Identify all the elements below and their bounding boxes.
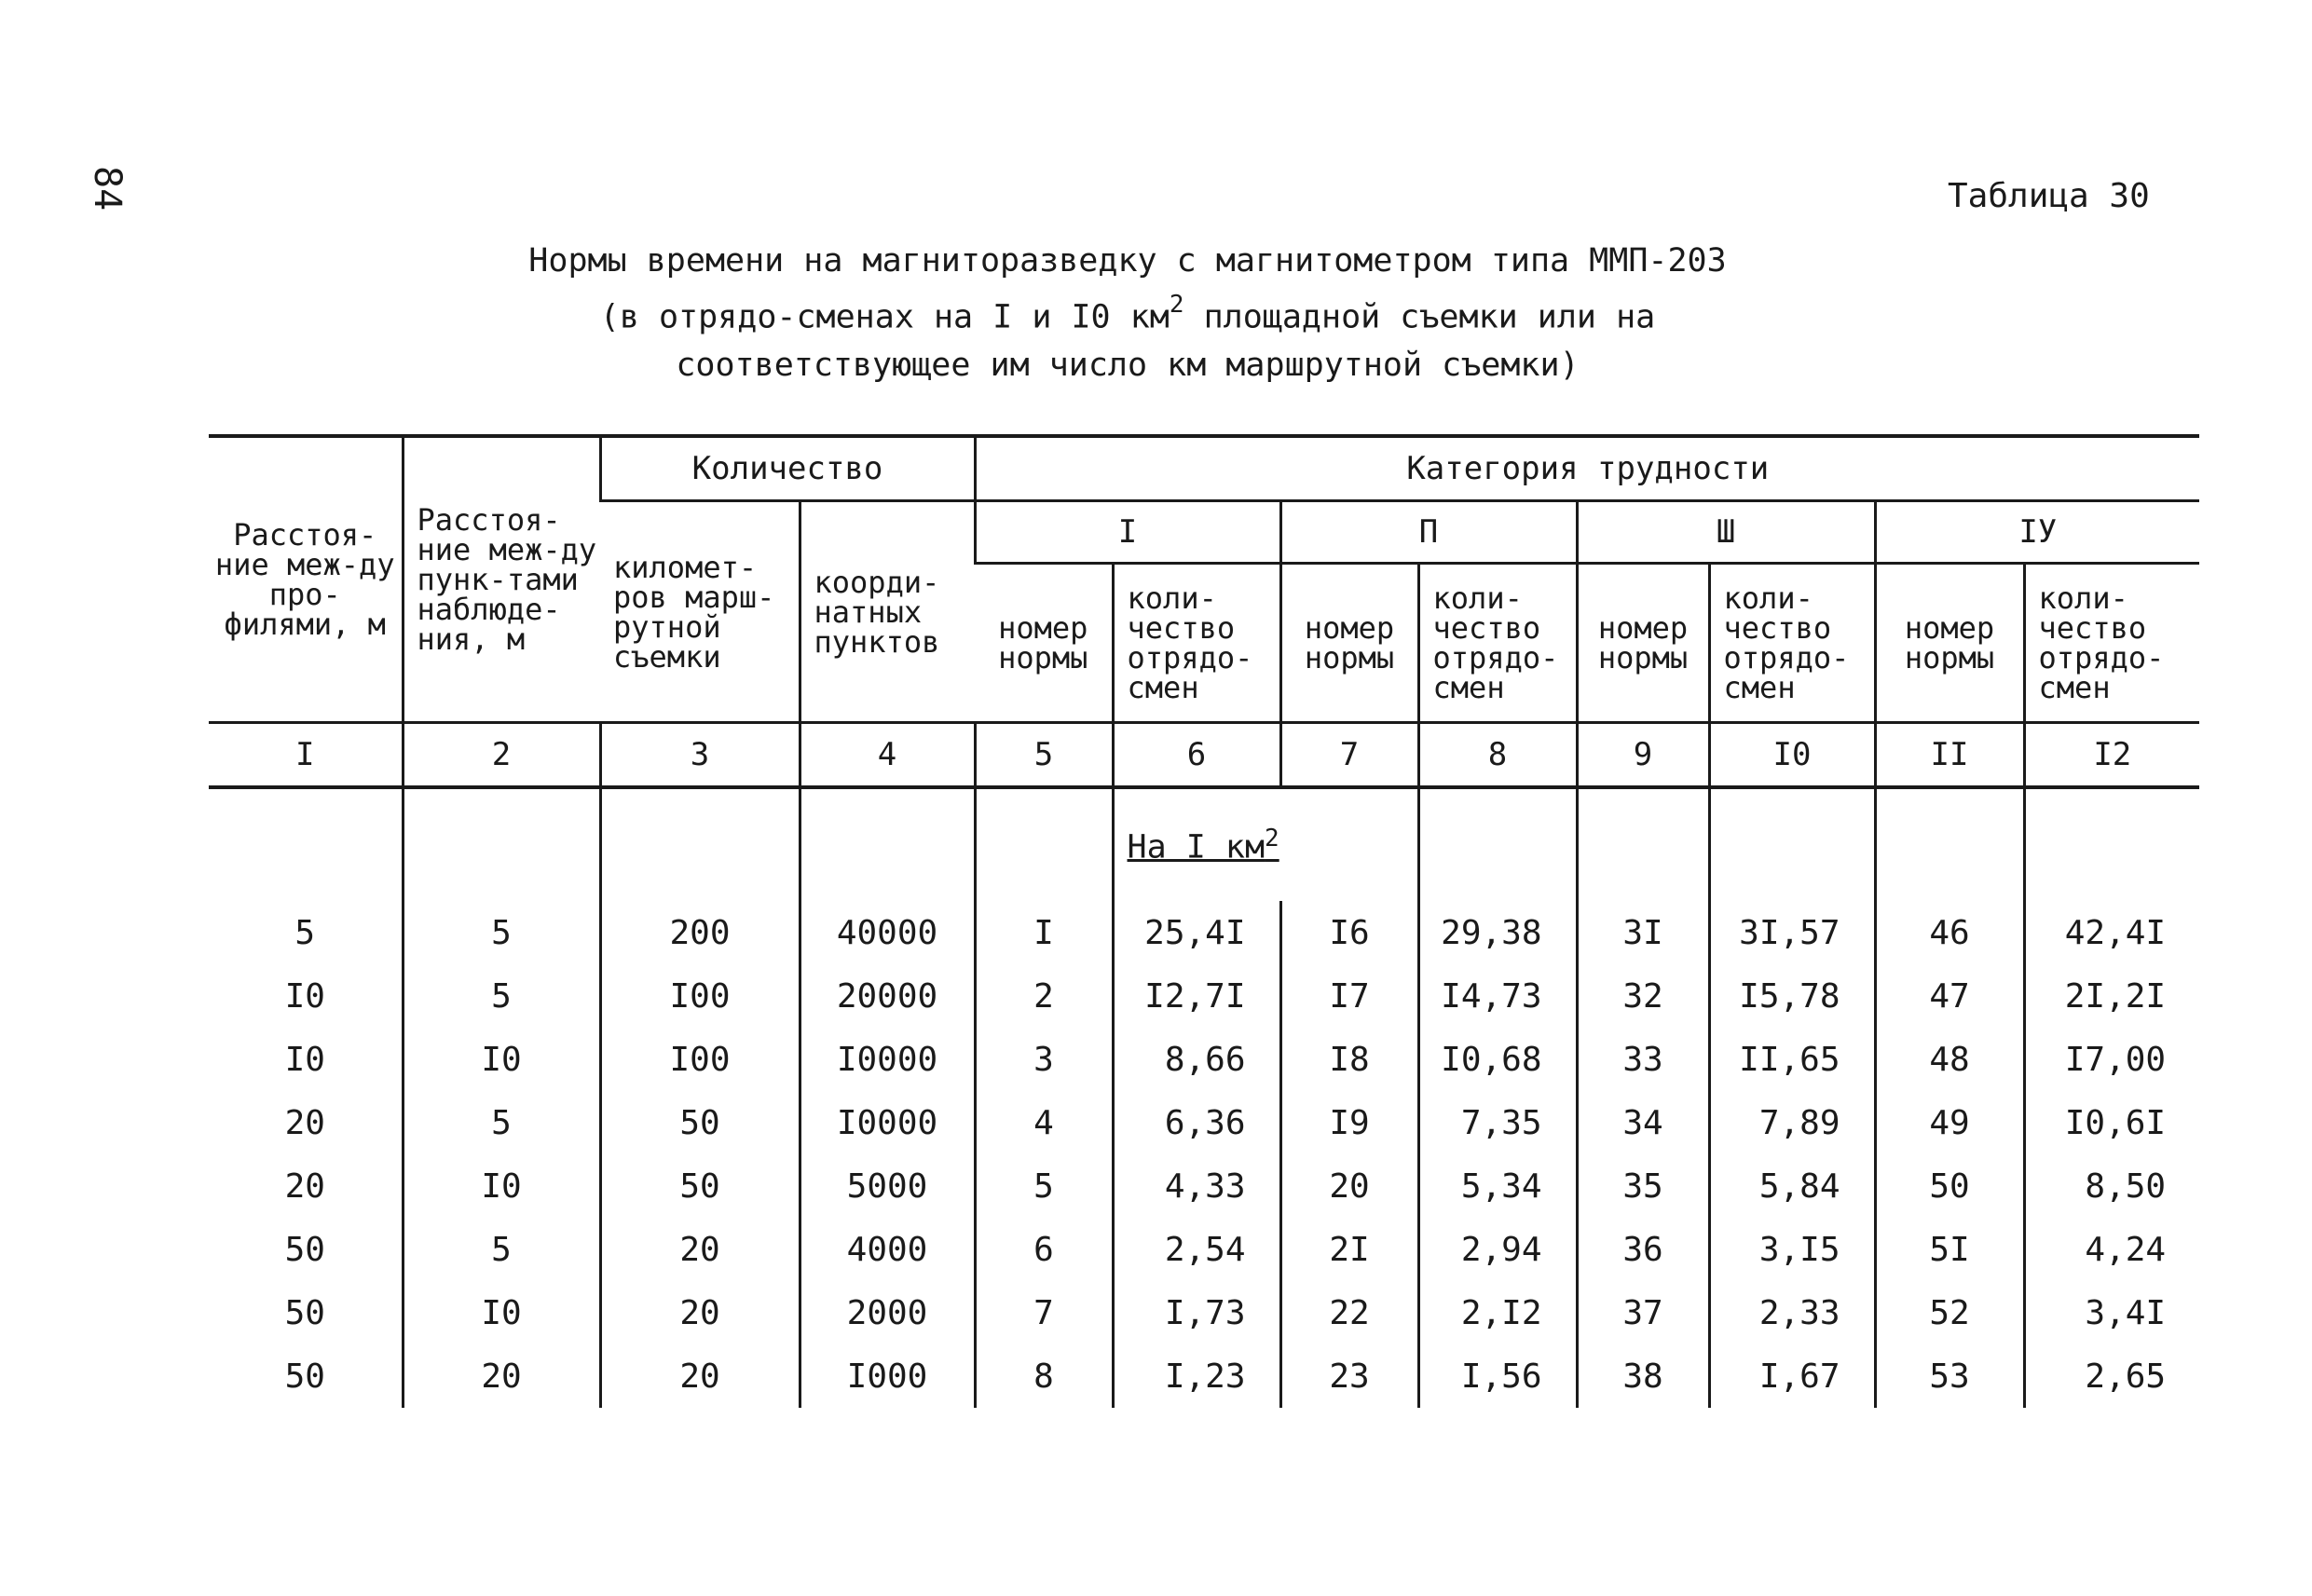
table-cell: 20 — [1280, 1154, 1418, 1218]
table-cell: 38 — [1577, 1344, 1709, 1408]
table-cell: 7,89 — [1709, 1091, 1875, 1154]
category-4: IУ — [1875, 501, 2199, 564]
table-cell: I5,78 — [1709, 964, 1875, 1028]
page-number: 84 — [86, 166, 129, 211]
table-cell: 50 — [284, 1357, 325, 1396]
table-cell: 50 — [1875, 1154, 2024, 1218]
cat4-shift-count-header: коли-чество отрядо-смен — [2024, 564, 2199, 723]
title-line-2-pre: (в отрядо-сменах на I и I0 км — [599, 298, 1170, 336]
column-number: 3 — [600, 723, 800, 788]
table-cell: 52 — [1875, 1281, 2024, 1344]
table-cell: 2 — [975, 964, 1113, 1028]
title-line-2-post: площадной съемки или на — [1183, 298, 1656, 336]
table-cell: 4000 — [800, 1218, 975, 1281]
table-cell: I,67 — [1709, 1344, 1875, 1408]
section-label: На I $км^2$ — [1127, 824, 1279, 866]
table-cell: I0000 — [800, 1028, 975, 1091]
table-cell: I,23 — [1113, 1344, 1280, 1408]
table-cell: I8 — [1280, 1028, 1418, 1091]
table-cell: 4,33 — [1113, 1154, 1280, 1218]
table-label: Таблица 30 — [1948, 177, 2150, 215]
table-cell: 8,66 — [1113, 1028, 1280, 1091]
table-row — [209, 964, 2199, 1028]
table-row — [209, 1344, 2199, 1408]
table-cell: 3 — [975, 1028, 1113, 1091]
table-cell: 7,35 — [1418, 1091, 1577, 1154]
table-cell: 25,4I — [1113, 901, 1280, 964]
table-cell: I7 — [1280, 964, 1418, 1028]
table-title — [522, 238, 1733, 389]
column-number: 7 — [1280, 723, 1418, 788]
title-line-2-sup: 2 — [1169, 291, 1184, 319]
header-point-distance: Расстоя-ние меж-ду пунк-тами наблюде-ния, м — [403, 436, 600, 723]
table-cell: 5,34 — [1418, 1154, 1577, 1218]
table-cell: 23 — [1280, 1344, 1418, 1408]
table-cell: 29,38 — [1418, 901, 1577, 964]
table-cell: I6 — [1280, 901, 1418, 964]
column-number: II — [1875, 723, 2024, 788]
table-cell: 32 — [1577, 964, 1709, 1028]
table-cell: 22 — [1280, 1281, 1418, 1344]
table-cell: I0 — [403, 1281, 600, 1344]
column-number: I2 — [2024, 723, 2199, 788]
table-cell: I00 — [600, 964, 800, 1028]
table-cell: 5000 — [800, 1154, 975, 1218]
category-1: I — [975, 501, 1280, 564]
cat3-norm-number-header: номер нормы — [1577, 564, 1709, 723]
cat3-shift-count-header: коли-чество отрядо-смен — [1709, 564, 1875, 723]
table-cell: 20 — [284, 1103, 325, 1142]
table-cell: 47 — [1875, 964, 2024, 1028]
cat2-norm-number-header: номер нормы — [1280, 564, 1418, 723]
norms-table — [209, 434, 2199, 1408]
table-cell: I0,68 — [1418, 1028, 1577, 1091]
cat1-shift-count-header: коли-чество отрядо-смен — [1113, 564, 1280, 723]
table-cell: 20 — [600, 1344, 800, 1408]
header-coord-points: коорди-натных пунктов — [800, 501, 975, 723]
table-cell: 5I — [1875, 1218, 2024, 1281]
category-3: Ш — [1577, 501, 1875, 564]
header-row-top — [209, 436, 2199, 501]
column-number: 9 — [1577, 723, 1709, 788]
table-cell: 35 — [1577, 1154, 1709, 1218]
category-2: П — [1280, 501, 1577, 564]
table-cell: I,56 — [1418, 1344, 1577, 1408]
cat4-norm-number-header: номер нормы — [1875, 564, 2024, 723]
table-cell: I0 — [403, 1028, 600, 1091]
table-cell: 46 — [1875, 901, 2024, 964]
table-cell: 8,50 — [2024, 1154, 2199, 1218]
column-number: 2 — [403, 723, 600, 788]
table-cell: I0000 — [800, 1091, 975, 1154]
table-row — [209, 1028, 2199, 1091]
title-line-3: соответствующее им число км маршрутной съемки) — [676, 346, 1580, 384]
table-cell: 2,I2 — [1418, 1281, 1577, 1344]
table-cell: 20 — [403, 1344, 600, 1408]
table-cell: 4,24 — [2024, 1218, 2199, 1281]
table-cell: 20 — [284, 1166, 325, 1206]
table-cell: I000 — [800, 1344, 975, 1408]
table-cell: 8 — [975, 1344, 1113, 1408]
title-line-2 — [522, 285, 1733, 342]
header-profile-distance: Расстоя-ние меж-ду про-филями, м — [209, 436, 403, 723]
table-cell: 5 — [403, 1218, 600, 1281]
table-cell: 20000 — [800, 964, 975, 1028]
cat1-norm-number-header: номер нормы — [975, 564, 1113, 723]
table-cell: 200 — [600, 901, 800, 964]
table-cell: 5 — [403, 901, 600, 964]
column-number: 6 — [1113, 723, 1280, 788]
table-cell: 3I — [1577, 901, 1709, 964]
header-difficulty: Категория трудности — [975, 436, 2199, 501]
table-cell: I,73 — [1113, 1281, 1280, 1344]
table-cell: I0 — [403, 1154, 600, 1218]
table-cell: 5 — [975, 1154, 1113, 1218]
title-line-1: Нормы времени на магниторазведку с магнитометром типа ММП-203 — [528, 242, 1727, 280]
table-cell: 53 — [1875, 1344, 2024, 1408]
table-cell: 42,4I — [2024, 901, 2199, 964]
table-row — [209, 901, 2199, 964]
table-cell: II,65 — [1709, 1028, 1875, 1091]
table-row — [209, 1091, 2199, 1154]
table-cell: 5 — [403, 964, 600, 1028]
table-cell: 50 — [284, 1293, 325, 1332]
table-row — [209, 1281, 2199, 1344]
table-cell: 3,4I — [2024, 1281, 2199, 1344]
table-cell: 5,84 — [1709, 1154, 1875, 1218]
section-label-row — [209, 787, 2199, 901]
table-cell: 20 — [600, 1218, 800, 1281]
table-cell: I00 — [600, 1028, 800, 1091]
table-cell: 3,I5 — [1709, 1218, 1875, 1281]
table-cell: 5 — [294, 913, 316, 952]
table-cell: I0 — [284, 976, 325, 1016]
column-number: 8 — [1418, 723, 1577, 788]
table-cell: 5 — [403, 1091, 600, 1154]
table-cell: I0,6I — [2024, 1091, 2199, 1154]
table-cell: 50 — [600, 1154, 800, 1218]
cat2-shift-count-header: коли-чество отрядо-смен — [1418, 564, 1577, 723]
column-number-row — [209, 723, 2199, 788]
table-cell: I7,00 — [2024, 1028, 2199, 1091]
table-cell: I9 — [1280, 1091, 1418, 1154]
table-cell: 6 — [975, 1218, 1113, 1281]
table-cell: I — [975, 901, 1113, 964]
table-cell: 2,65 — [2024, 1344, 2199, 1408]
table-cell: 36 — [1577, 1218, 1709, 1281]
table-cell: 4 — [975, 1091, 1113, 1154]
column-number: I — [295, 736, 315, 773]
table-cell: 2I — [1280, 1218, 1418, 1281]
header-quantity: Количество — [600, 436, 975, 501]
table-cell: 20 — [600, 1281, 800, 1344]
table-cell: 2000 — [800, 1281, 975, 1344]
header-route-km: километ-ров марш-рутной съемки — [600, 501, 800, 723]
table-cell: 50 — [284, 1230, 325, 1269]
table-cell: 2,33 — [1709, 1281, 1875, 1344]
table-cell: 3I,57 — [1709, 901, 1875, 964]
section-label-cell — [1113, 787, 1418, 901]
table-cell: 33 — [1577, 1028, 1709, 1091]
table-cell: 50 — [600, 1091, 800, 1154]
table-cell: 6,36 — [1113, 1091, 1280, 1154]
table-cell: 2I,2I — [2024, 964, 2199, 1028]
table-cell: 34 — [1577, 1091, 1709, 1154]
table-cell: 2,94 — [1418, 1218, 1577, 1281]
table-cell: I4,73 — [1418, 964, 1577, 1028]
table-cell: 7 — [975, 1281, 1113, 1344]
table-row — [209, 1218, 2199, 1281]
table-cell: 37 — [1577, 1281, 1709, 1344]
data-rows — [209, 901, 2199, 1408]
table-row — [209, 1154, 2199, 1218]
column-number: 4 — [800, 723, 975, 788]
table-cell: 40000 — [800, 901, 975, 964]
table-cell: 49 — [1875, 1091, 2024, 1154]
table-cell: 2,54 — [1113, 1218, 1280, 1281]
table-cell: I2,7I — [1113, 964, 1280, 1028]
table-cell: I0 — [284, 1040, 325, 1079]
column-number: I0 — [1709, 723, 1875, 788]
column-number: 5 — [975, 723, 1113, 788]
table-cell: 48 — [1875, 1028, 2024, 1091]
